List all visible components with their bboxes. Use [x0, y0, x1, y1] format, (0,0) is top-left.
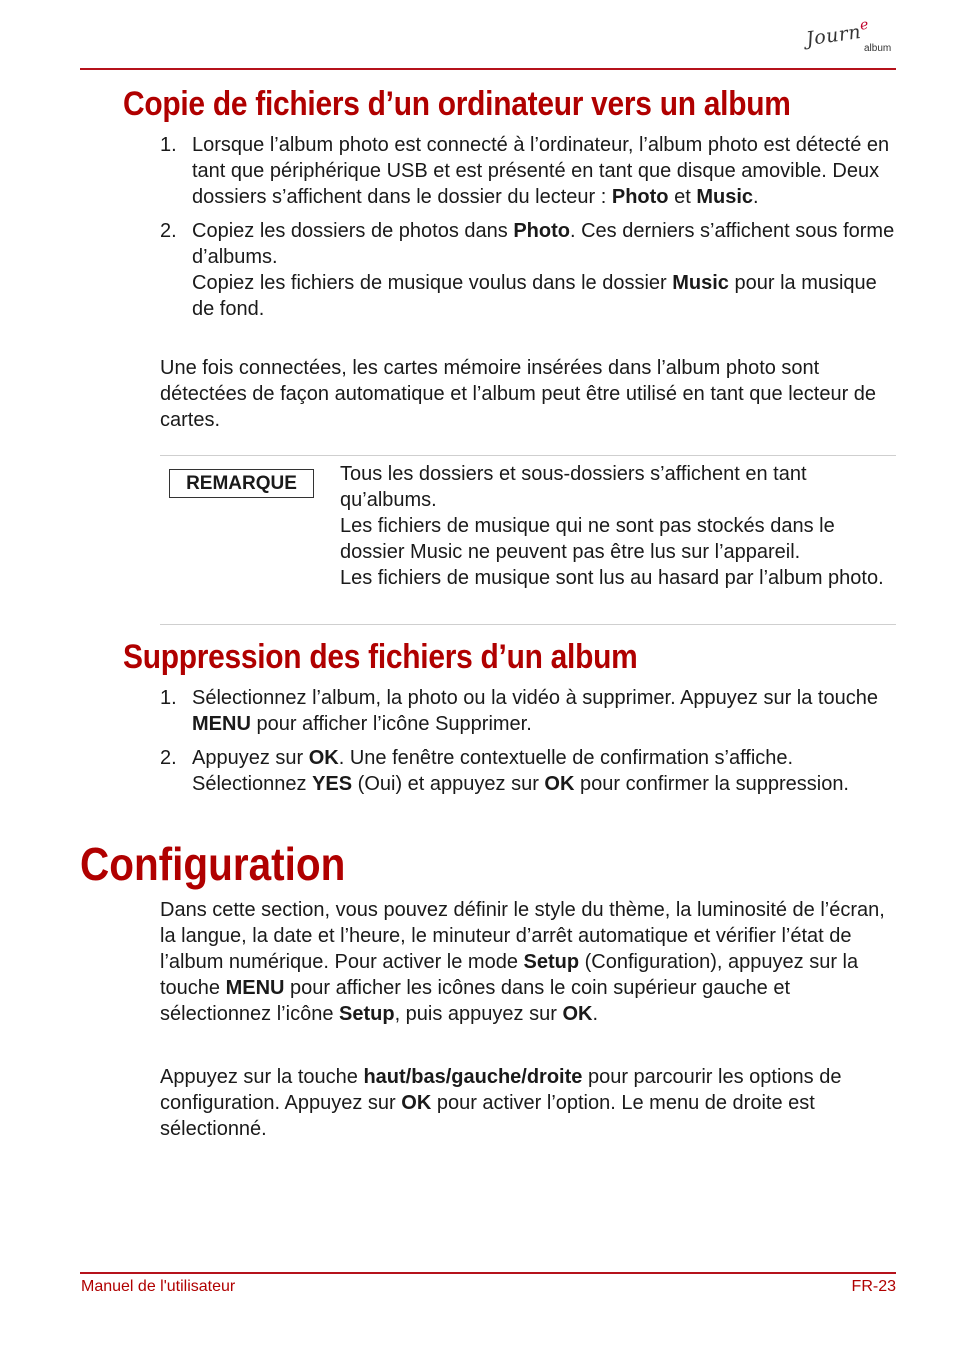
note-line: Les fichiers de musique sont lus au hasard par l’album photo. — [340, 567, 884, 589]
footer-manual-title: Manuel de l'utilisateur — [81, 1278, 236, 1295]
delete-step-2: 2. Appuyez sur OK. Une fenêtre contextuelle de confirmation s’affiche. Sélectionnez YES (Oui) et appuyez sur OK pour confirmer la suppression. — [160, 747, 849, 795]
step-number: 1. — [160, 134, 177, 156]
note-line: Les fichiers de musique qui ne sont pas stockés dans le dossier Music ne peuvent pas être lus sur l’appareil. — [340, 515, 835, 563]
copy-step-1: 1. Lorsque l’album photo est connecté à l’ordinateur, l’album photo est détecté en tant que périphérique USB et est présenté en tant que disque amovible. Deux dossiers s’affichent dans le dossier du lecteur : Photo et Music. — [160, 134, 890, 208]
configuration-paragraph-2: Appuyez sur la touche haut/bas/gauche/droite pour parcourir les options de configuration. Appuyez sur OK pour activer l’option. Le menu de droite est sélectionné. — [160, 1066, 842, 1140]
card-reader-paragraph: Une fois connectées, les cartes mémoire insérées dans l’album photo sont détectées de façon automatique et l’album peut être utilisé en tant que lecteur de cartes. — [160, 357, 877, 431]
note-box — [160, 455, 896, 625]
delete-step-1: 1. Sélectionnez l’album, la photo ou la vidéo à supprimer. Appuyez sur la touche MENU pour afficher l’icône Supprimer. — [160, 687, 878, 735]
copy-step-2: 2. Copiez les dossiers de photos dans Photo. Ces derniers s’affichent sous forme d’albums. Copiez les fichiers de musique voulus dans le dossier Music pour la musique de fond. — [160, 220, 895, 320]
logo-subtitle: album — [864, 43, 892, 54]
logo-script: Journ$^e$ — [804, 16, 870, 51]
note-line: Tous les dossiers et sous-dossiers s’affichent en tant qu’albums. — [340, 463, 807, 511]
note-label: REMARQUE — [169, 469, 314, 498]
section-title-configuration: Configuration — [80, 838, 346, 890]
step-number: 1. — [160, 687, 177, 709]
copy-steps-list — [160, 132, 896, 330]
footer-page-number: FR-23 — [851, 1278, 896, 1295]
configuration-paragraph-1: Dans cette section, vous pouvez définir le style du thème, la luminosité de l’écran, la langue, la date et l’heure, le minuteur d’arrêt automatique et vérifier l’état de l’album numérique. Pour activer le mode Setup (Configuration), appuyez sur la touche MENU pour afficher les icônes dans le coin supérieur gauche et sélectionnez l’icône Setup, puis appuyez sur OK. — [160, 899, 885, 1025]
step-number: 2. — [160, 220, 177, 242]
delete-steps-list — [160, 685, 896, 805]
footer-rule — [80, 1272, 896, 1274]
step-number: 2. — [160, 747, 177, 769]
note-content — [340, 461, 896, 591]
section-title-delete: Suppression des fichiers d’un album — [123, 638, 638, 676]
header-rule — [80, 68, 896, 70]
journe-album-logo — [800, 14, 900, 62]
section-title-copy: Copie de fichiers d’un ordinateur vers un album — [123, 85, 791, 123]
